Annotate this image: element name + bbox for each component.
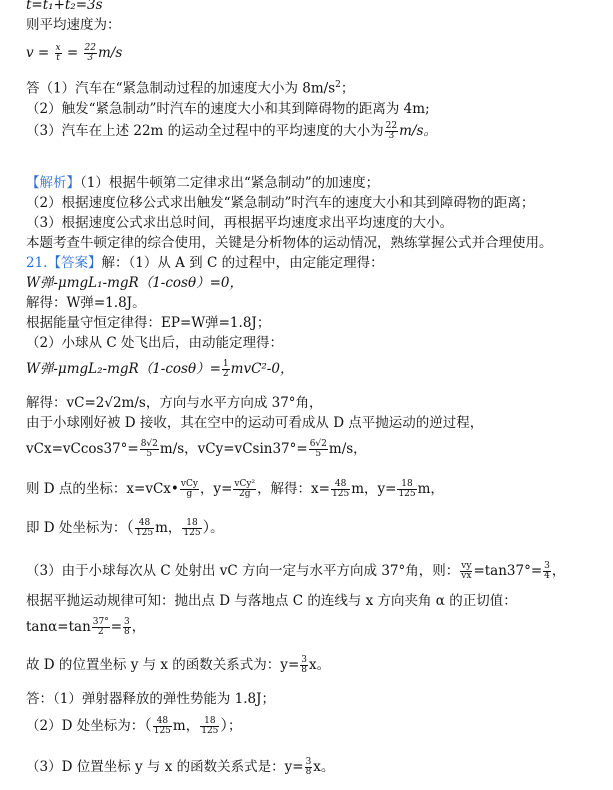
answer-line-3: （3）汽车在上述 22m 的运动全过程中的平均速度的大小为 $\frac{22}{3}$ m/s。 [26, 121, 437, 141]
frac-22-over-3: $\frac{22}{3}$ [84, 43, 96, 63]
analysis-line-2: （2）根据速度位移公式求出触发“紧急制动”时汽车的速度大小和其到障碍物的距离； [26, 195, 535, 211]
answer-line-1: 答（1）汽车在“紧急制动过程的加速度大小为 $8m/s^2$； [26, 80, 355, 97]
analysis-line-1: 【解析】（1）根据牛顿第二定律求出“紧急制动”的加速度； [26, 175, 380, 191]
q21-tag: 21.【答案】 [26, 255, 102, 271]
q21-line-7: 解得：vC=2√2m/s，方向与水平方向成 37°角， [26, 395, 323, 411]
q21-line-13: 根据平抛运动规律可知：抛出点 D 与落地点 C 的连线与 x 方向夹角 α 的正切值： [26, 593, 517, 609]
q21-answer-3: （3）D 位置坐标 y 与 x 的函数关系式是：y= $\frac{3}{8}$ x。 [26, 757, 335, 777]
q21-line-11: 即 D 处坐标为：（ $\frac{48}{125}$ m， $\frac{18}{125}$ ）。 [26, 518, 224, 538]
q21-line-1: 21.【答案】解：（1）从 A 到 C 的过程中，由定能定理得： [26, 255, 384, 271]
avg-unit: m/s [97, 45, 123, 61]
q21-line-5: （2）小球从 C 处飞出后，由动能定理得： [26, 335, 284, 351]
q21-answer-2: （2）D 处坐标为：（ $\frac{48}{125}$ m， $\frac{18}{125}$ ）； [26, 716, 242, 736]
q21-line-15: 故 D 的位置坐标 y 与 x 的函数关系式为：y= $\frac{3}{8}$ x。 [26, 655, 331, 675]
analysis-line-4: 本题考查牛顿定律的综合使用，关键是分析物体的运动情况，熟练掌握公式并合理使用。 [26, 235, 553, 251]
q21-line-14: tanα=tan $\frac{37^\circ}{2}$ = $\frac{3}{8}$ ， [26, 617, 146, 637]
q21-answer-1: 答：（1）弹射器释放的弹性势能为 1.8J； [26, 691, 276, 707]
analysis-line-3: （3）根据速度公式求出总时间，再根据平均速度求出平均速度的大小。 [26, 215, 454, 231]
avg-lhs: v = [26, 45, 54, 61]
frac-x-over-t: $\frac{x}{t}$ [55, 43, 61, 63]
answer-line-2: （2）触发“紧急制动”时汽车的速度大小和其到障碍物的距离为 4m; [26, 101, 430, 117]
q21-line-6: W弹-μmgL₂-mgR（1-cosθ）= $\frac{1}{2}$ mvC²-0， [26, 359, 294, 379]
avg-eq: = [62, 45, 83, 61]
avg-speed-formula [26, 44, 122, 63]
total-time-line: t=t₁+t₂=3s [26, 0, 103, 13]
q21-line-8: 由于小球刚好被 D 接收，其在空中的运动可看成从 D 点平抛运动的逆过程， [26, 415, 484, 431]
avg-speed-label: 则平均速度为： [26, 17, 121, 33]
q21-line-3: 解得：W弹=1.8J。 [26, 295, 146, 311]
q21-line-4: 根据能量守恒定律得：EP=W弹=1.8J； [26, 315, 271, 331]
q21-line-2: W弹-μmgL₁-mgR（1-cosθ）=0， [26, 275, 243, 291]
q21-line-10: 则 D 点的坐标：x=vCx• $\frac{\text{vCy}}{g}$ ，y= $\frac{\text{vCy²}}{2g}$ ，解得：x= $\frac{48}{125}$ m，y= $\frac{18}{125}$ m， [26, 479, 444, 499]
analysis-tag: 【解析】 [26, 175, 80, 191]
q21-line-9: vCx=vCcos37°= $\frac{8√2}{5}$ m/s，vCy=vCsin37°= $\frac{6√2}{5}$ m/s， [26, 439, 367, 459]
q21-line-12: （3）由于小球每次从 C 处射出 vC 方向一定与水平方向成 37°角，则： $\frac{vy}{vx}$ =tan37°= $\frac{3}{4}$ ， [26, 561, 566, 581]
